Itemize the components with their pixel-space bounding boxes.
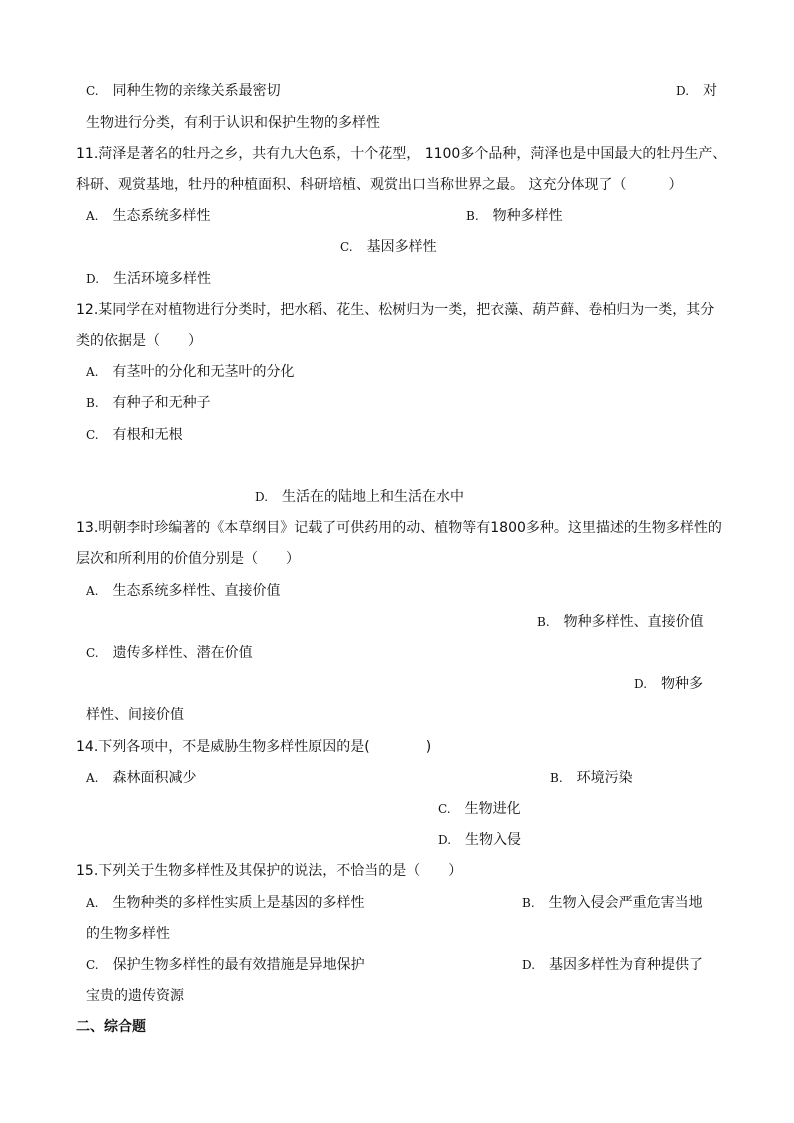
q11-option-c [340, 237, 437, 257]
option-letter: D. [86, 272, 100, 286]
option-text: 物种多 [661, 676, 704, 692]
q15-option-b [522, 893, 703, 913]
q12-option-a [86, 362, 294, 382]
option-text: 环境污染 [576, 770, 633, 786]
option-letter: C. [438, 802, 451, 816]
option-letter: B. [86, 396, 99, 410]
q13-option-d-cont: 样性、间接价值 [86, 707, 184, 723]
option-letter: C. [86, 428, 99, 442]
option-text: 物种多样性 [492, 208, 563, 224]
option-text: 生态系统多样性、直接价值 [112, 583, 281, 599]
option-text: 基因多样性为育种提供了 [549, 957, 704, 973]
q14-stem: 14.下列各项中，不是威胁生物多样性原因的是( ) [76, 739, 432, 755]
q11-option-d [86, 269, 211, 289]
q13-option-d [634, 674, 703, 694]
option-letter: B. [522, 896, 535, 910]
option-letter: A. [86, 584, 99, 598]
q10-option-d-cont: 生物进行分类，有利于认识和保护生物的多样性 [86, 115, 380, 131]
q12-option-d [255, 487, 464, 507]
q11-option-b [466, 206, 563, 226]
option-letter: D. [634, 677, 648, 691]
q15-option-d-cont: 宝贵的遗传资源 [86, 988, 184, 1004]
q12-stem-line1: 12.某同学在对植物进行分类时，把水稻、花生、松树归为一类，把衣藻、葫芦藓、卷柏归为一类，其分 [76, 302, 715, 318]
option-text: 遗传多样性、潜在价值 [112, 645, 253, 661]
option-letter: B. [550, 771, 563, 785]
option-text: 同种生物的亲缘关系最密切 [112, 83, 281, 99]
q10-option-c [86, 81, 281, 101]
option-letter: D. [522, 958, 536, 972]
option-text: 物种多样性、直接价值 [563, 614, 704, 630]
option-text: 生物入侵会严重危害当地 [548, 895, 703, 911]
option-text: 保护生物多样性的最有效措施是异地保护 [112, 957, 365, 973]
option-letter: D. [255, 490, 269, 504]
q14-option-d [438, 830, 521, 850]
option-text: 基因多样性 [366, 239, 437, 255]
q14-option-b [550, 768, 633, 788]
q12-option-c [86, 425, 183, 445]
q11-option-a [86, 206, 210, 226]
option-text: 生物种类的多样性实质上是基因的多样性 [112, 895, 365, 911]
option-letter: B. [537, 615, 550, 629]
option-letter: A. [86, 896, 99, 910]
q14-option-c [438, 799, 521, 819]
option-letter: A. [86, 365, 99, 379]
q15-option-b-cont: 的生物多样性 [86, 926, 170, 942]
option-letter: C. [86, 958, 99, 972]
option-letter: C. [86, 646, 99, 660]
q11-stem-line1: 11.菏泽是著名的牡丹之乡，共有九大色系，十个花型， 1100多个品种，菏泽也是中国最大的牡丹生产、 [76, 146, 727, 162]
option-text: 生活在的陆地上和生活在水中 [282, 489, 465, 505]
q12-stem-line2: 类的依据是（ ） [76, 333, 202, 349]
option-letter: C. [86, 84, 99, 98]
option-letter: B. [466, 209, 479, 223]
option-letter: A. [86, 209, 99, 223]
option-text: 生态系统多样性 [112, 208, 211, 224]
q11-stem-line2: 科研、观赏基地，牡丹的种植面积、科研培植、观赏出口当称世界之最。 这充分体现了（ ） [76, 177, 683, 193]
q13-option-a [86, 581, 280, 601]
option-letter: D. [438, 833, 452, 847]
q15-option-d [522, 955, 703, 975]
q13-option-c [86, 643, 253, 663]
q15-option-c [86, 955, 365, 975]
q10-option-d [676, 81, 717, 101]
q12-option-b [86, 393, 211, 413]
option-text: 生物进化 [464, 801, 521, 817]
option-letter: D. [676, 84, 690, 98]
option-text: 生物入侵 [465, 832, 522, 848]
option-text: 森林面积减少 [112, 770, 197, 786]
q13-stem-line2: 层次和所利用的价值分别是（ ） [76, 551, 300, 567]
option-text: 有种子和无种子 [112, 395, 211, 411]
option-letter: C. [340, 240, 353, 254]
option-text: 有根和无根 [112, 427, 183, 443]
q14-option-a [86, 768, 196, 788]
option-text: 生活环境多样性 [113, 271, 212, 287]
q13-option-b [537, 612, 704, 632]
q15-stem: 15.下列关于生物多样性及其保护的说法，不恰当的是（ ） [76, 863, 463, 879]
section-heading: 二、综合题 [76, 1019, 146, 1035]
option-text: 对 [703, 83, 718, 99]
q15-option-a [86, 893, 364, 913]
option-text: 有茎叶的分化和无茎叶的分化 [112, 364, 295, 380]
q13-stem-line1: 13.明朝李时珍编著的《本草纲目》记载了可供药用的动、植物等有1800多种。这里描述的生物多样性的 [76, 520, 722, 536]
option-letter: A. [86, 771, 99, 785]
